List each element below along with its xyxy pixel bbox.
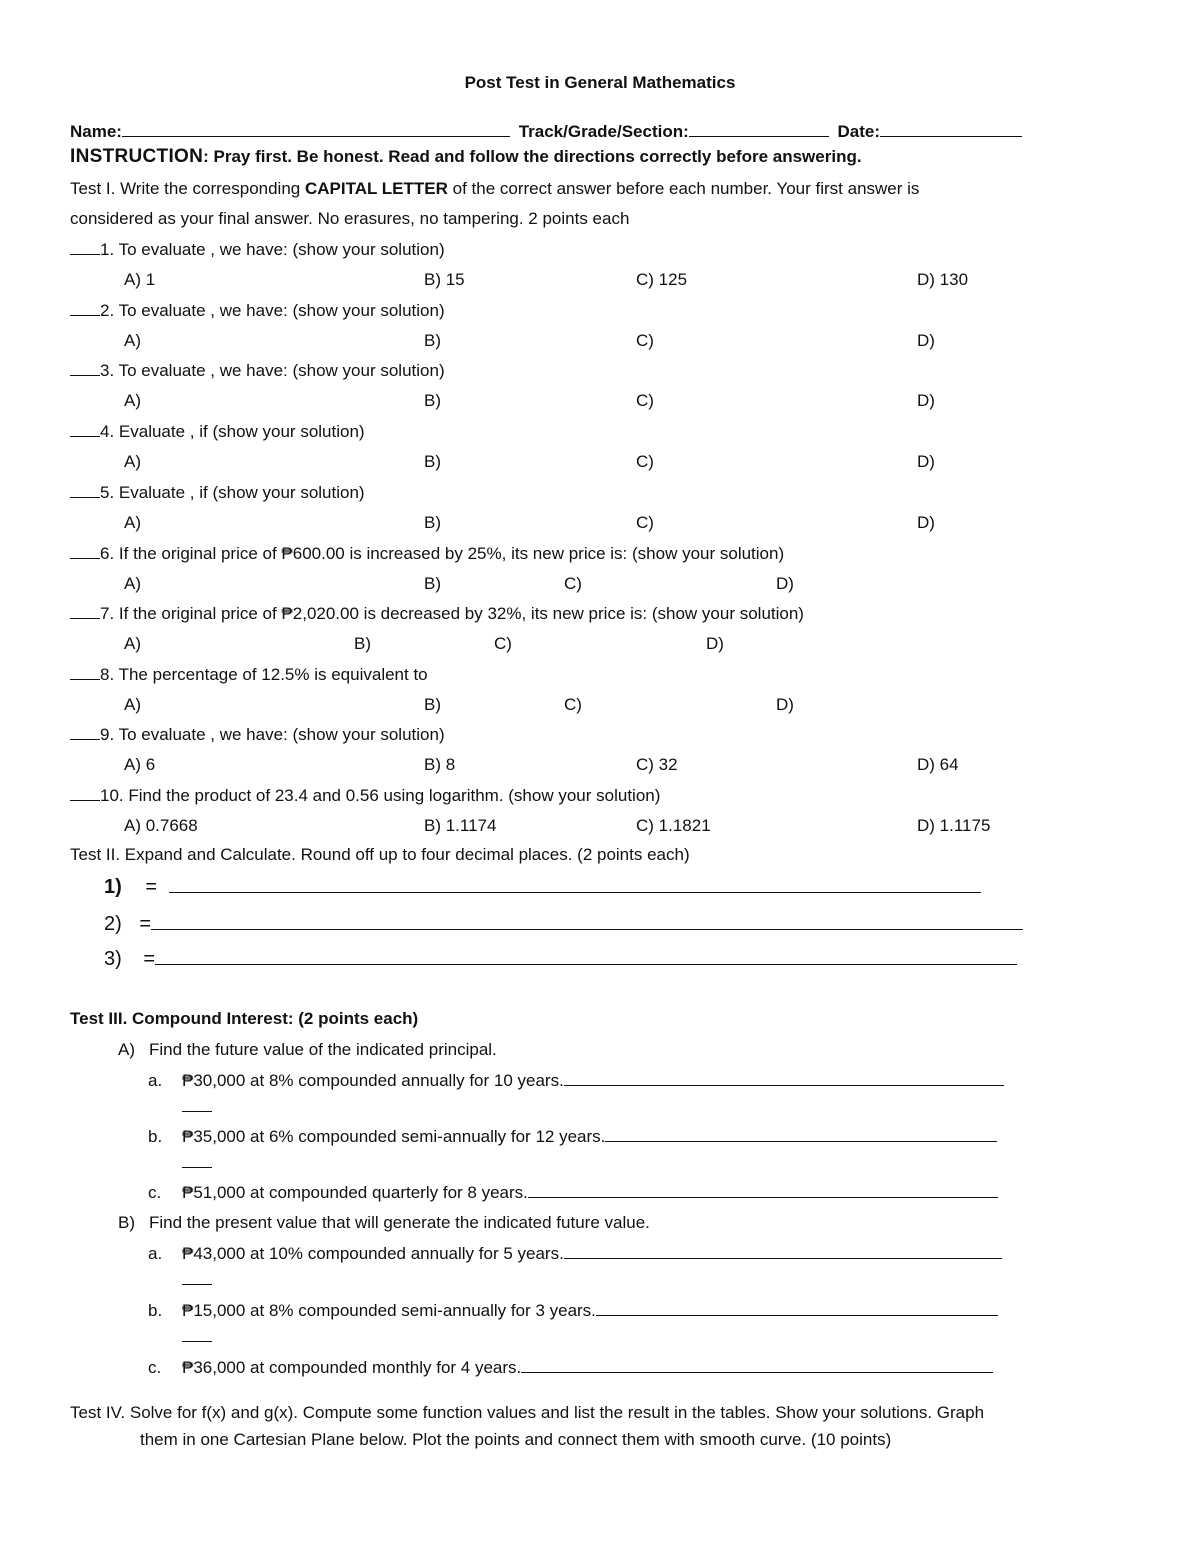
option-c: C) — [494, 634, 512, 653]
answer-line — [564, 1069, 1004, 1086]
answer-blank — [70, 481, 100, 498]
test3-part-a — [118, 1039, 497, 1061]
test2-item-label: 3) — [104, 948, 122, 970]
question-6 — [70, 542, 784, 565]
answer-line — [182, 1095, 212, 1112]
option-a: A) — [124, 391, 141, 410]
answer-blank — [70, 784, 100, 801]
option-a: A) 0.7668 — [124, 816, 198, 835]
answer-line-continuation — [182, 1095, 212, 1118]
question-7 — [70, 602, 804, 625]
test1-intro-bold: CAPITAL LETTER — [304, 179, 448, 198]
option-b: B) — [424, 695, 441, 714]
question-10 — [70, 784, 660, 807]
part-b-label: B) — [118, 1213, 135, 1232]
option-a: A) — [124, 331, 141, 350]
option-a: A) — [124, 634, 141, 653]
answer-blank — [70, 420, 100, 437]
question-text: 2. To evaluate , we have: (show your solution) — [100, 301, 445, 320]
option-c: C) 125 — [636, 270, 688, 289]
test2-answer-line — [155, 948, 1017, 965]
option-d: D) — [917, 452, 935, 471]
question-text: 7. If the original price of ₱2,020.00 is decreased by 32%, its new price is: (show your solution) — [100, 604, 804, 623]
answer-line — [528, 1181, 998, 1198]
test4-line1: Test IV. Solve for f(x) and g(x). Compute some function values and list the result in the tables. Show your solutions. Graph — [70, 1403, 985, 1422]
answer-blank — [70, 542, 100, 559]
answer-blank — [70, 359, 100, 376]
option-b: B) — [424, 452, 441, 471]
item-label: a. — [148, 1244, 163, 1263]
test2-item-1 — [104, 876, 981, 898]
track-label: Track/Grade/Section: — [518, 122, 689, 141]
question-text: 4. Evaluate , if (show your solution) — [100, 422, 365, 441]
test2-eq: = — [139, 913, 152, 935]
answer-line-continuation — [182, 1151, 212, 1174]
item-text: ₱43,000 at 10% compounded annually for 5 years. — [182, 1244, 564, 1263]
option-b: B) 15 — [424, 270, 465, 289]
option-a: A) — [124, 452, 141, 471]
question-text: 9. To evaluate , we have: (show your solution) — [100, 725, 445, 744]
option-c: C) 1.1821 — [636, 816, 711, 835]
answer-line — [596, 1299, 998, 1316]
test4-line2: them in one Cartesian Plane below. Plot the points and connect them with smooth curve. (10 points) — [140, 1430, 892, 1449]
item-label: c. — [148, 1183, 162, 1202]
item-text: ₱51,000 at compounded quarterly for 8 years. — [182, 1183, 528, 1202]
instruction-text: : Pray first. Be honest. Read and follow the directions correctly before answering. — [203, 147, 862, 166]
option-b: B) — [424, 574, 441, 593]
option-b: B) — [424, 513, 441, 532]
option-c: C) — [564, 574, 582, 593]
item-text: ₱30,000 at 8% compounded annually for 10 years. — [182, 1071, 564, 1090]
test2-eq: = — [145, 876, 158, 898]
test2-item-label: 2) — [104, 913, 122, 935]
option-d: D) — [917, 331, 935, 350]
partA-item-2 — [148, 1125, 997, 1148]
test2-answer-line — [169, 876, 981, 893]
answer-line-continuation — [182, 1268, 212, 1291]
date-label: Date: — [837, 122, 881, 141]
option-d: D) — [776, 695, 794, 714]
item-label: c. — [148, 1358, 162, 1377]
answer-blank — [70, 299, 100, 316]
option-c: C) — [564, 695, 582, 714]
instruction-head: INSTRUCTION — [70, 146, 204, 167]
question-text: 6. If the original price of ₱600.00 is increased by 25%, its new price is: (show your solution) — [100, 544, 785, 563]
question-2 — [70, 299, 445, 322]
option-d: D) — [917, 513, 935, 532]
option-d: D) — [706, 634, 724, 653]
test2-item-2 — [104, 913, 1023, 935]
answer-line — [564, 1242, 1002, 1259]
partA-item-3 — [148, 1181, 998, 1204]
page-title: Post Test in General Mathematics — [464, 73, 736, 92]
part-a-label: A) — [118, 1040, 135, 1059]
option-c: C) — [636, 452, 654, 471]
answer-line — [182, 1325, 212, 1342]
option-b: B) 1.1174 — [424, 816, 497, 835]
test3-title: Test III. Compound Interest: (2 points each) — [70, 1009, 419, 1028]
date-blank — [880, 120, 1022, 137]
header-fields — [70, 120, 1022, 143]
item-label: a. — [148, 1071, 163, 1090]
answer-line — [182, 1268, 212, 1285]
question-5 — [70, 481, 365, 504]
option-a: A) — [124, 574, 141, 593]
test2-item-3 — [104, 948, 1017, 970]
question-text: 10. Find the product of 23.4 and 0.56 using logarithm. (show your solution) — [100, 786, 661, 805]
option-c: C) — [636, 513, 654, 532]
option-b: B) 8 — [424, 755, 456, 774]
track-blank — [689, 120, 829, 137]
answer-blank — [70, 238, 100, 255]
item-text: ₱35,000 at 6% compounded semi-annually for 12 years. — [182, 1127, 606, 1146]
question-3 — [70, 359, 445, 382]
test2-item-label: 1) — [104, 876, 122, 898]
option-c: C) — [636, 391, 654, 410]
item-label: b. — [148, 1127, 163, 1146]
question-text: 5. Evaluate , if (show your solution) — [100, 483, 365, 502]
answer-line — [182, 1151, 212, 1168]
option-c: C) — [636, 331, 654, 350]
option-a: A) 1 — [124, 270, 156, 289]
option-a: A) 6 — [124, 755, 156, 774]
question-4 — [70, 420, 365, 443]
test2-eq: = — [143, 948, 156, 970]
option-d: D) — [917, 391, 935, 410]
test2-intro: Test II. Expand and Calculate. Round off up to four decimal places. (2 points each) — [70, 845, 690, 864]
answer-line — [605, 1125, 997, 1142]
answer-blank — [70, 723, 100, 740]
name-label: Name: — [70, 122, 122, 141]
option-d: D) 1.1175 — [917, 816, 991, 835]
question-text: 1. To evaluate , we have: (show your solution) — [100, 240, 445, 259]
option-a: A) — [124, 513, 141, 532]
test1-intro-a: Test I. Write the corresponding — [70, 179, 305, 198]
item-text: ₱15,000 at 8% compounded semi-annually for 3 years. — [182, 1301, 596, 1320]
answer-line — [521, 1356, 993, 1373]
answer-line-continuation — [182, 1325, 212, 1348]
option-d: D) — [776, 574, 794, 593]
question-text: 3. To evaluate , we have: (show your solution) — [100, 361, 445, 380]
partB-item-1 — [148, 1242, 1002, 1265]
instruction — [70, 146, 862, 168]
test1-intro — [70, 178, 919, 200]
answer-blank — [70, 663, 100, 680]
partB-item-2 — [148, 1299, 998, 1322]
option-d: D) 130 — [917, 270, 969, 289]
item-text: ₱36,000 at compounded monthly for 4 years. — [182, 1358, 522, 1377]
test3-part-b — [118, 1212, 650, 1234]
test1-intro-b: of the correct answer before each number. Your first answer is — [447, 179, 920, 198]
option-b: B) — [424, 391, 441, 410]
question-text: 8. The percentage of 12.5% is equivalent to — [100, 665, 428, 684]
partA-item-1 — [148, 1069, 1004, 1092]
option-b: B) — [354, 634, 371, 653]
question-9 — [70, 723, 445, 746]
partB-item-3 — [148, 1356, 993, 1379]
answer-blank — [70, 602, 100, 619]
question-8 — [70, 663, 428, 686]
question-1 — [70, 238, 445, 261]
name-blank — [122, 120, 510, 137]
option-b: B) — [424, 331, 441, 350]
part-b-text: Find the present value that will generate the indicated future value. — [149, 1213, 650, 1232]
test1-intro-line2: considered as your final answer. No erasures, no tampering. 2 points each — [70, 209, 630, 228]
option-d: D) 64 — [917, 755, 959, 774]
option-a: A) — [124, 695, 141, 714]
part-a-text: Find the future value of the indicated principal. — [149, 1040, 497, 1059]
test2-answer-line — [151, 913, 1023, 930]
option-c: C) 32 — [636, 755, 678, 774]
item-label: b. — [148, 1301, 163, 1320]
